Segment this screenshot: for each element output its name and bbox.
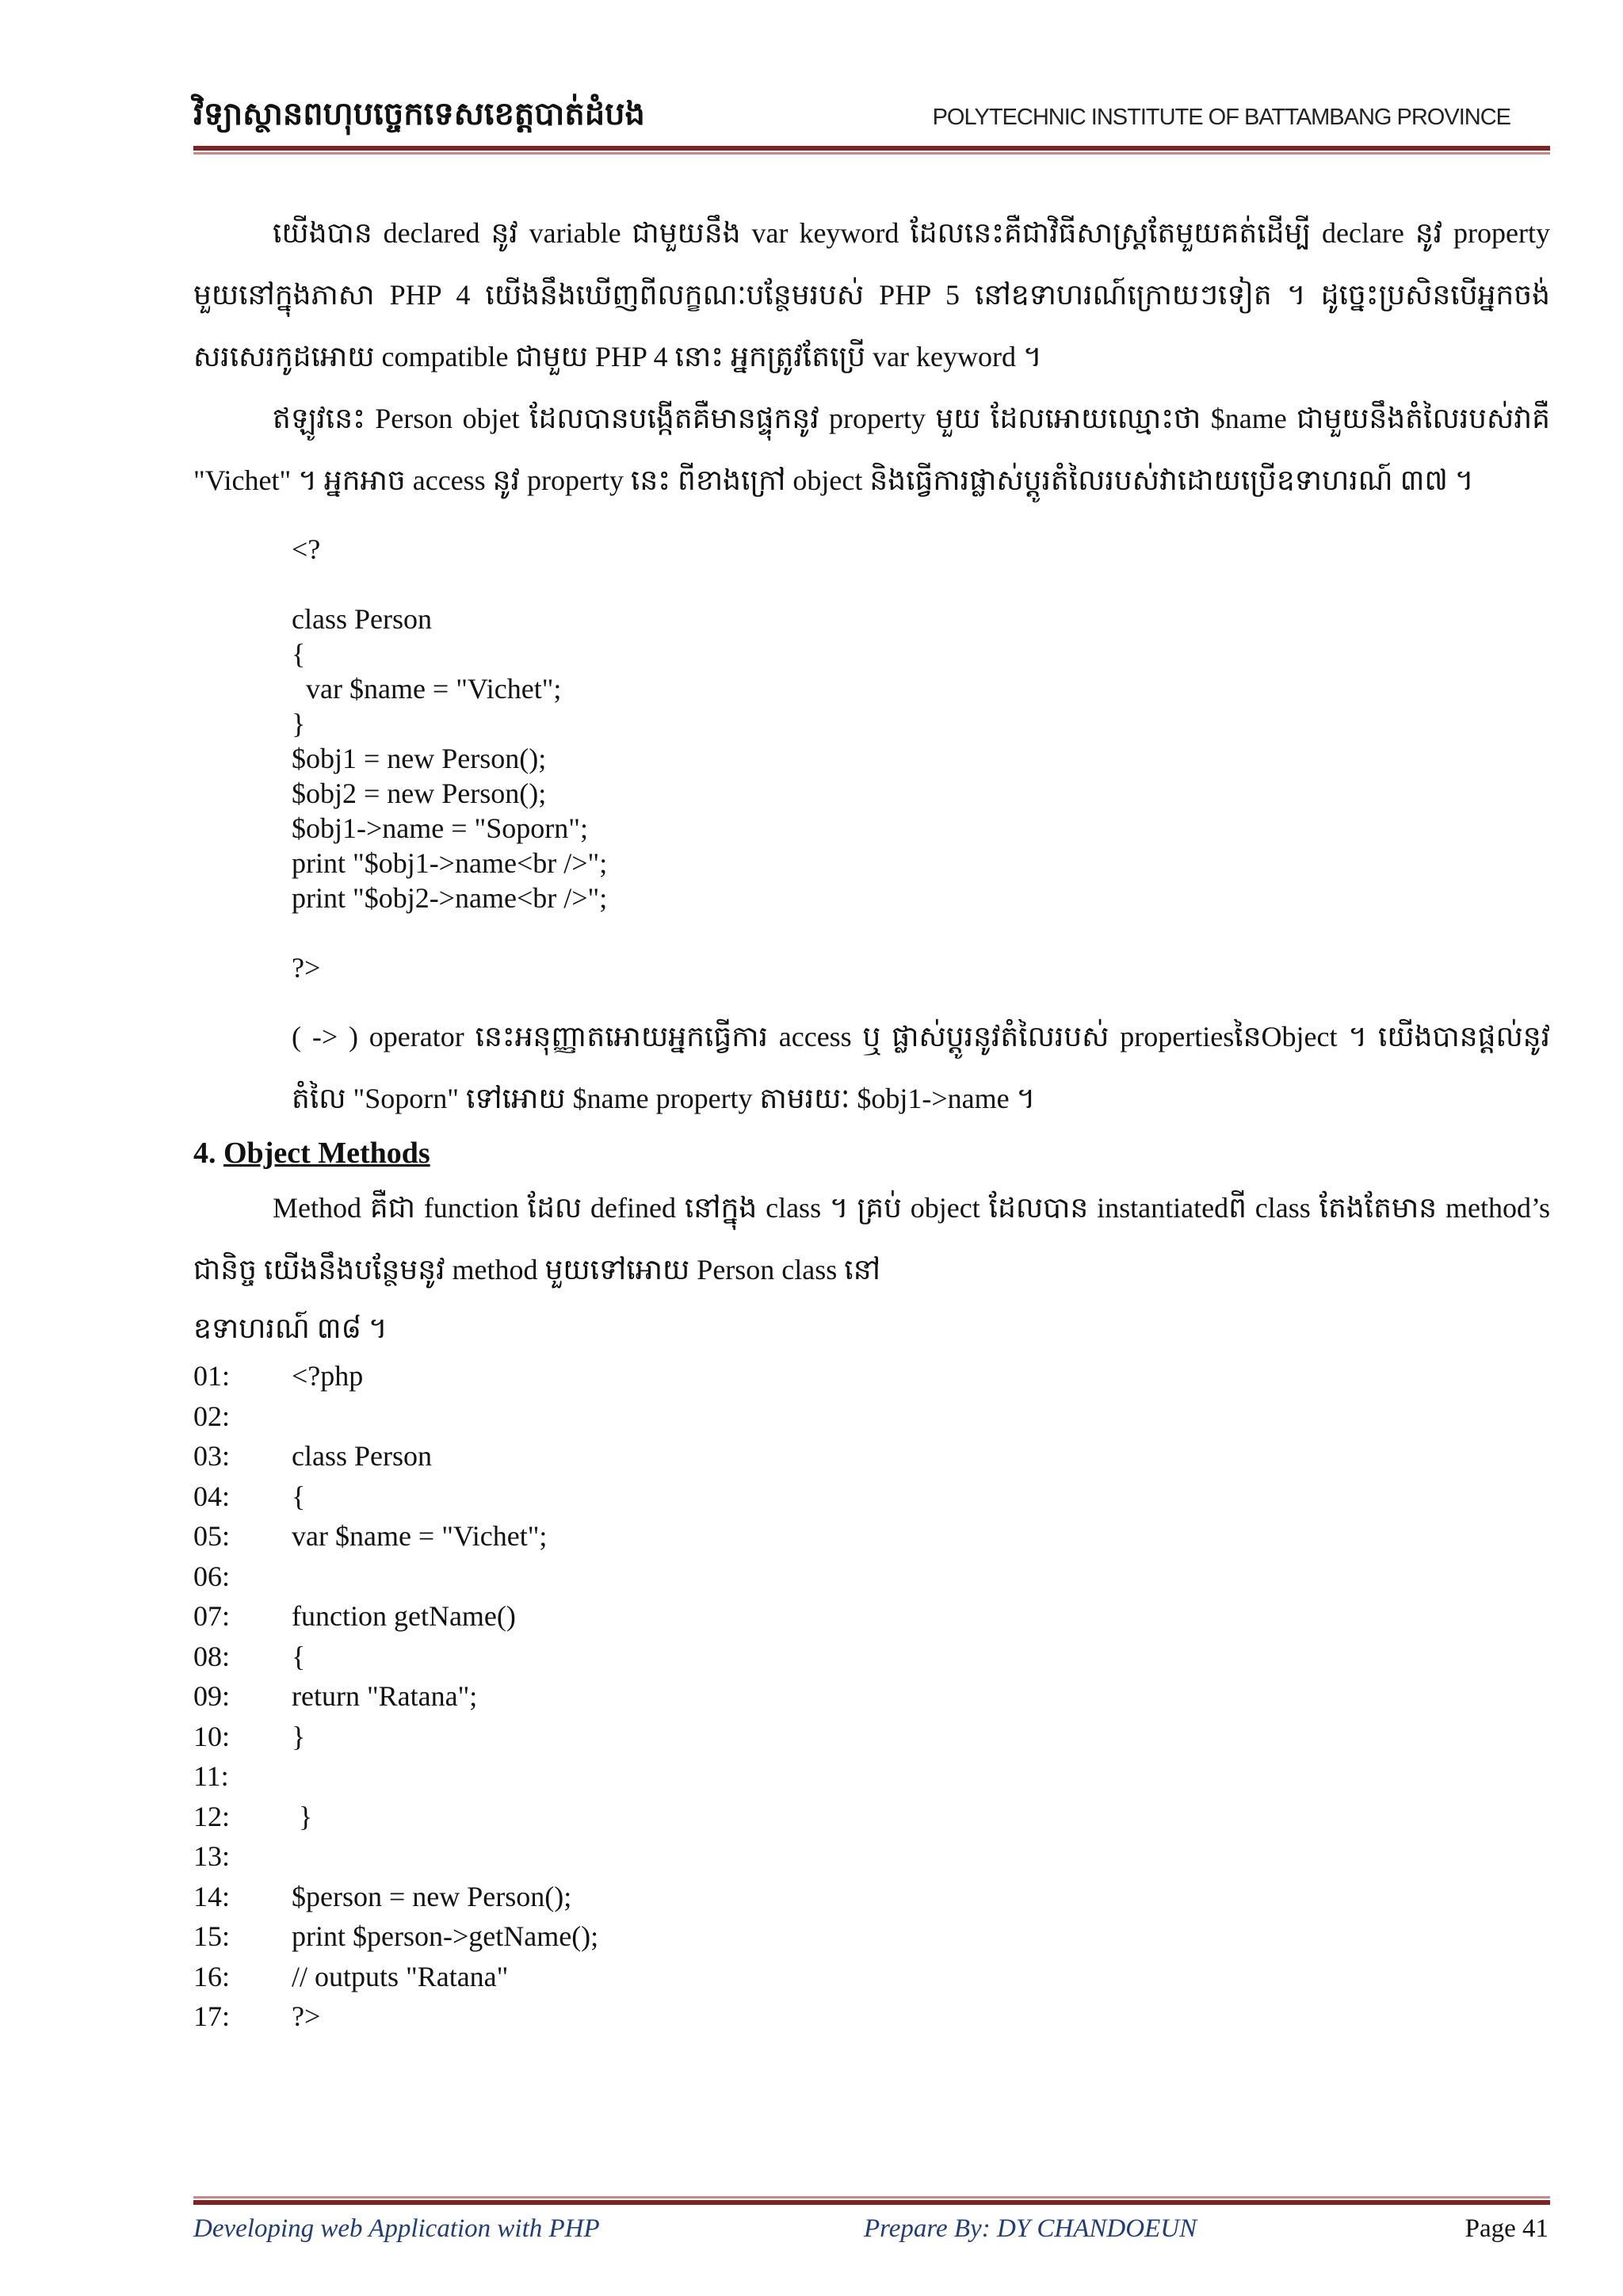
paragraph-person-object: ឥឡូវនេះ Person objet ដែលបានបង្កើតគឺមានផ្ទុកនូវ property មួយ ដែលអោយឈ្មោះថា $name ជាមួយនឹងតំលៃរបស់វាគឺ "Vichet" ។ អ្នកអាច access នូវ property នេះ ពីខាងក្រៅ object និងធ្វើការផ្លាស់ប្តូរតំលៃរបស់វាដោយប្រើឧទាហរណ៍ ៣៧ ។ [193, 403, 1550, 496]
paragraph-example-ref: ឧទាហរណ៍ ៣៨ ។ [193, 1312, 388, 1344]
code-row [193, 1516, 1550, 1557]
line-number: 07: [193, 1600, 231, 1632]
code-text: var $name = "Vichet"; [292, 1520, 548, 1552]
line-number: 06: [193, 1560, 231, 1592]
code-row [193, 1596, 1550, 1637]
line-number: 16: [193, 1960, 231, 1992]
code-row [193, 1477, 1550, 1517]
line-number: 13: [193, 1840, 231, 1872]
code-text: print $person->getName(); [292, 1920, 599, 1952]
code-row [193, 1957, 1550, 1997]
code-text: { [292, 1480, 306, 1512]
header-english-title: POLYTECHNIC INSTITUTE OF BATTAMBANG PROVINCE [932, 105, 1510, 130]
line-number: 04: [193, 1480, 231, 1512]
code-line: print "$obj2->name<br />"; [292, 882, 608, 914]
footer-rule-thick [193, 2200, 1550, 2205]
code-row [193, 1877, 1550, 1917]
section-number: 4. [193, 1137, 216, 1170]
code-line: <? [292, 533, 321, 565]
code-line: $obj1 = new Person(); [292, 743, 547, 774]
code-line: $obj2 = new Person(); [292, 777, 547, 809]
line-number: 10: [193, 1720, 231, 1752]
line-number: 02: [193, 1400, 231, 1432]
code-line: ?> [292, 952, 321, 984]
line-number: 15: [193, 1920, 231, 1952]
code-row [193, 1557, 1550, 1597]
footer-rule-thin [193, 2196, 1550, 2199]
line-number: 11: [193, 1760, 229, 1792]
line-number: 05: [193, 1520, 231, 1552]
code-line: } [292, 708, 306, 739]
code-row [193, 1676, 1550, 1717]
code-text: ?> [292, 2000, 321, 2032]
code-text: { [292, 1640, 306, 1672]
footer-course-title: Developing web Application with PHP [193, 2214, 600, 2243]
code-row [193, 1916, 1550, 1957]
code-row [193, 1396, 1550, 1437]
code-text: return "Ratana"; [292, 1680, 478, 1712]
section-heading [193, 1129, 1550, 1177]
code-line [292, 915, 1550, 950]
line-number: 03: [193, 1440, 231, 1472]
code-row [193, 1436, 1550, 1477]
code-row [193, 1797, 1550, 1837]
code-line: { [292, 638, 306, 670]
code-line: class Person [292, 603, 432, 635]
footer-page-number: Page 41 [1465, 2214, 1549, 2243]
footer-author: Prepare By: DY CHANDOEUN [864, 2214, 1197, 2243]
code-line [292, 567, 1550, 602]
code-row [193, 1717, 1550, 1757]
paragraph-arrow-operator: ( -> ) operator នេះអនុញ្ញាតអោយអ្នកធ្វើការ access ឬ ផ្លាស់ប្តូរនូវតំលៃរបស់ propertiesនៃObject ។ យើងបានផ្តល់នូវតំលៃ "Soporn" ទៅអោយ $name property តាមរយៈ $obj1->name ។ [292, 1021, 1550, 1114]
code-text: class Person [292, 1440, 432, 1472]
line-number: 14: [193, 1880, 231, 1912]
code-row [193, 1836, 1550, 1877]
header-rule-thick [193, 146, 1550, 151]
code-line: print "$obj1->name<br />"; [292, 847, 608, 879]
line-number: 09: [193, 1680, 231, 1712]
header-rule-thin [193, 152, 1550, 155]
code-line: $obj1->name = "Soporn"; [292, 812, 588, 844]
code-text: <?php [292, 1360, 364, 1392]
code-example-38 [193, 1356, 1550, 2037]
code-example-37 [193, 532, 1550, 985]
line-number: 08: [193, 1640, 231, 1672]
code-text: function getName() [292, 1600, 516, 1632]
line-number: 17: [193, 2000, 231, 2032]
paragraph-var-keyword: យើងបាន declared នូវ variable ជាមួយនឹង var keyword ដែលនេះគឺជាវិធីសាស្រ្តតែមួយគត់ដើម្បី declare នូវ property មួយនៅក្នុងភាសា PHP 4 យើងនឹងឃើញពីលក្ខណៈបន្ថែមរបស់ PHP 5 នៅឧទាហរណ៍ក្រោយៗទៀត ។ ដូច្នេះប្រសិនបើអ្នកចង់សរសេរកូដអោយ compatible ជាមួយ PHP 4 នោះ អ្នកត្រូវតែប្រើ var keyword ។ [193, 217, 1550, 372]
line-number: 01: [193, 1360, 231, 1392]
code-row [193, 1996, 1550, 2037]
code-text: } [292, 1720, 306, 1752]
code-line: var $name = "Vichet"; [292, 673, 562, 705]
line-number: 12: [193, 1800, 231, 1832]
code-row [193, 1356, 1550, 1396]
code-text: // outputs "Ratana" [292, 1960, 509, 1992]
code-row [193, 1637, 1550, 1677]
header-khmer-title: វិទ្យាស្ថានពហុបច្ចេកទេសខេត្តបាត់ដំបង [193, 96, 645, 132]
code-row [193, 1756, 1550, 1797]
paragraph-object-methods: Method គឺជា function ដែល defined នៅក្នុង class ។ គ្រប់ object ដែលបាន instantiatedពី class តែងតែមាន method’s ជានិច្ច យើងនឹងបន្ថែមនូវ method មួយទៅអោយ Person class នៅ [193, 1192, 1550, 1286]
code-text: } [292, 1800, 313, 1832]
section-title: Object Methods [223, 1137, 430, 1170]
page-content [193, 202, 1550, 2037]
code-text: $person = new Person(); [292, 1880, 572, 1912]
